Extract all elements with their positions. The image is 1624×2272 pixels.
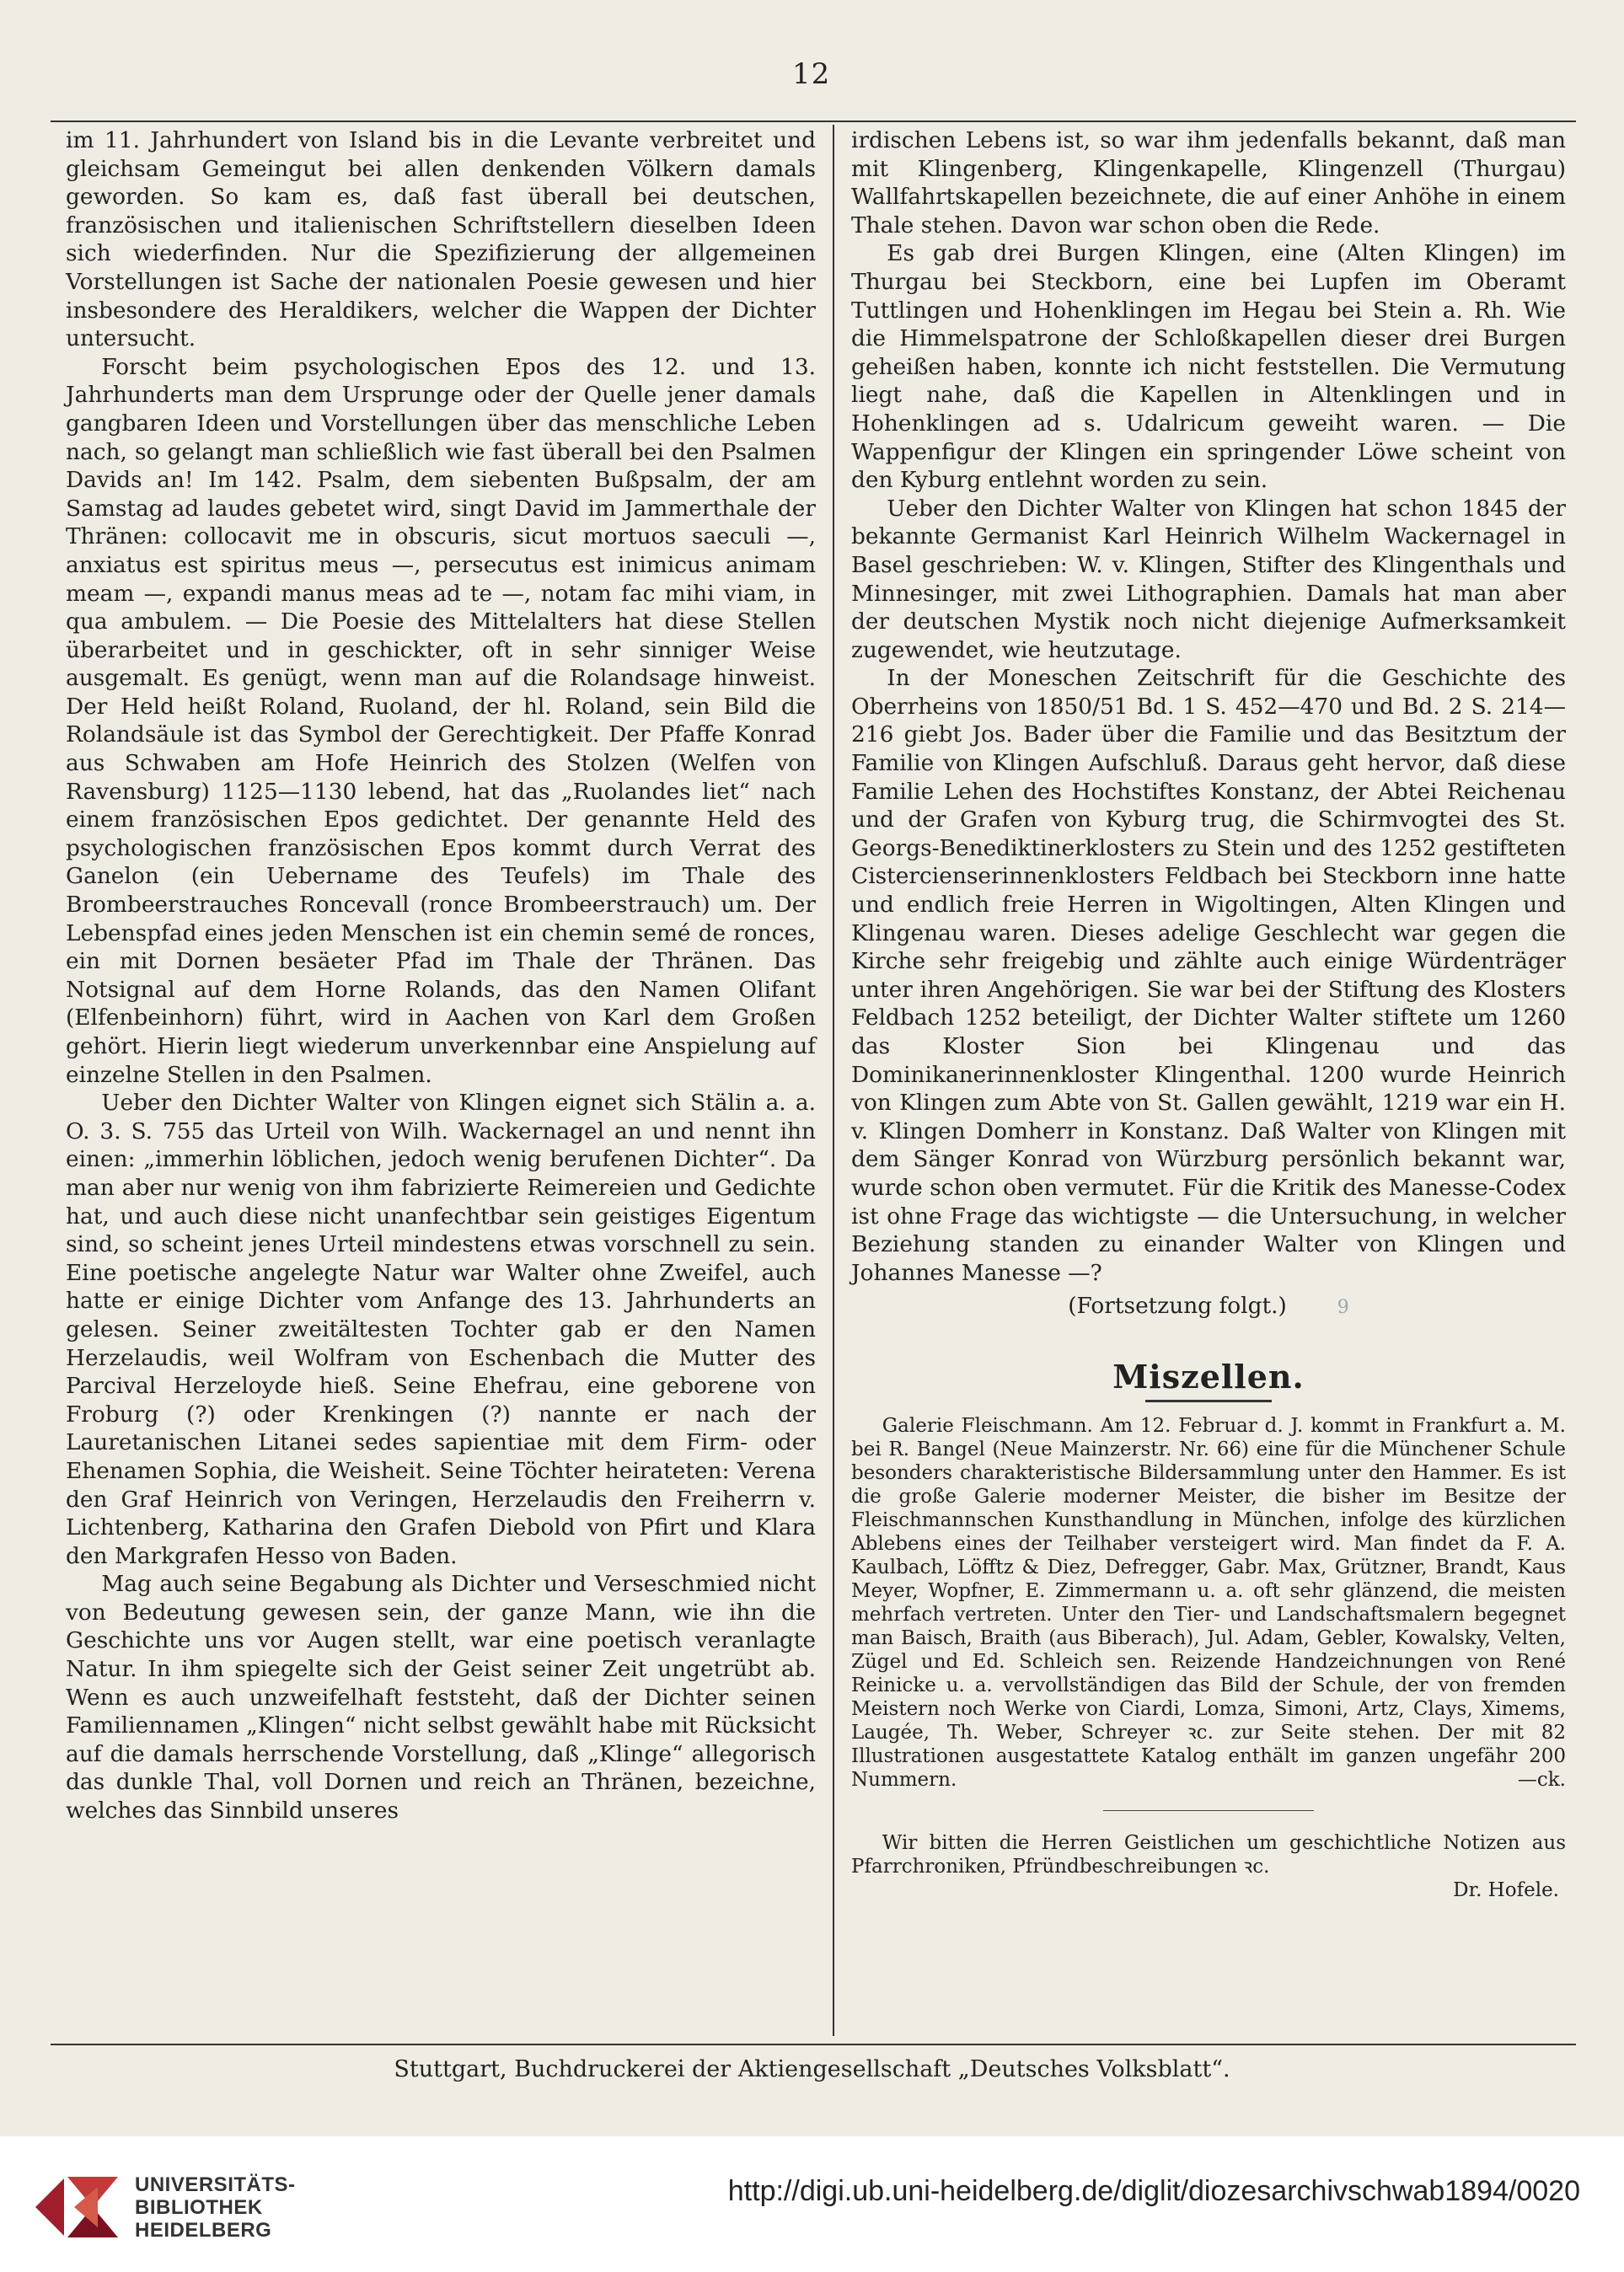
left-paragraph-2: Forscht beim psychologischen Epos des 12. und 13. Jahrhunderts man dem Ursprunge oder der Quelle jener damals gangbaren Ideen und Vorstellungen über das menschliche Leben nach, so gelangt man schließlich wie fast überall bei den Psalmen Davids an! Im 142. Psalm, dem siebenten Bußpsalm, der am Samstag ad laudes gebetet wird, singt David im Jammerthale der Thränen: collocavit me in obscuris, sicut mortuos saeculi —, anxiatus est spiritus meus —, persecutus est inimicus animam meam —, expandi manus meas ad te —, notam fac mihi viam, in qua ambulem. — Die Poesie des Mittelalters hat diese Stellen überarbeitet und in geschickter, oft in sehr sinniger Weise ausgemalt. Es genügt, wenn man auf die Rolandsage hinweist. Der Held heißt Roland, Ruoland, der hl. Roland, sein Bild die Rolandsäule ist das Symbol der Gerechtigkeit. Der Pfaffe Konrad aus Schwaben am Hofe Heinrich des Stolzen (Welfen von Ravensburg) 1125—1130 lebend, hat das „Ruolandes liet“ nach einem französischen Epos gedichtet. Der genannte Held des psychologischen französischen Epos kommt durch Verrat des Ganelon (ein Uebername des Teufels) im Thale des Brombeerstrauches Roncevall (ronce Brombeerstrauch) um. Der Lebenspfad eines jeden Menschen ist ein chemin semé de ronces, ein mit Dornen besäeter Pfad im Thale der Thränen. Das Notsignal auf dem Horne Rolands, das den Namen Olifant (Elfenbeinhorn) führt, wird in Aachen von Karl dem Großen gehört. Hierin liegt wiederum unverkennbar eine Anspielung auf einzelne Stellen in den Psalmen.: [66, 353, 816, 1088]
library-name: [135, 2173, 296, 2242]
request-signature: Dr. Hofele.: [1453, 1879, 1559, 1902]
bottom-rule: [51, 2044, 1576, 2045]
right-column: [851, 126, 1566, 1902]
right-paragraph-2: Es gab drei Burgen Klingen, eine (Alten Klingen) im Thurgau bei Steckborn, eine bei Lupfen im Oberamt Tuttlingen und Hohenklingen im Hegau bei Stein a. Rh. Wie die Himmelspatrone der Schloßkapellen dieser drei Burgen geheißen haben, konnte ich nicht feststellen. Die Vermutung liegt nahe, daß die Kapellen in Altenklingen und in Hohenklingen ad s. Udalricum geweiht waren. — Die Wappenfigur der Klingen ein springender Löwe scheint von den Kyburg entlehnt worden zu sein.: [851, 240, 1566, 494]
right-paragraph-4: In der Moneschen Zeitschrift für die Geschichte des Oberrheins von 1850/51 Bd. 1 S. 452—470 und Bd. 2 S. 214—216 giebt Jos. Bader über die Familie und das Besitztum der Familie von Klingen Aufschluß. Daraus geht hervor, daß diese Familie Lehen des Hochstiftes Konstanz, der Abtei Reichenau und der Grafen von Kyburg trug, die Schirmvogtei des St. Georgs-Benediktinerklosters zu Stein und des 1252 gestifteten Cistercienserinnenklosters Feldbach bei Steckborn inne hatte und endlich freie Herren in Wigoltingen, Alten Klingen und Klingenau waren. Dieses adelige Geschlecht war gegen die Kirche sehr freigebig und zählte auch einige Würdenträger unter ihren Angehörigen. Sie war bei der Stiftung des Klosters Feldbach 1252 beteiligt, der Dichter Walter stiftete um 1260 das Kloster Sion bei Klingenau und das Dominikanerinnenkloster Klingenthal. 1200 wurde Heinrich von Klingen zum Abte von St. Gallen gewählt, 1219 war ein H. v. Klingen Domherr in Konstanz. Daß Walter von Klingen mit dem Sänger Konrad von Würzburg persönlich bekannt war, wurde schon oben vermutet. Für die Kritik des Manesse-Codex ist ohne Frage das wichtigste — die Untersuchung, in welcher Beziehung standen zu einander Walter von Klingen und Johannes Manesse —?: [851, 665, 1566, 1286]
library-name-line2: BIBLIOTHEK: [135, 2196, 263, 2219]
section-divider: [1103, 1810, 1314, 1812]
left-paragraph-1: im 11. Jahrhundert von Island bis in die Levante verbreitet und gleichsam Gemeingut bei allen denkenden Völkern damals geworden. So kam es, daß fast überall bei deutschen, französischen und italienischen Schriftstellern dieselben Ideen sich wiederfinden. Nur die Spezifizierung der allgemeinen Vorstellungen ist Sache der nationalen Poesie gewesen und hier insbesondere des Heraldikers, welcher die Wappen der Dichter untersucht.: [66, 127, 816, 352]
printer-imprint: Stuttgart, Buchdruckerei der Aktiengesellschaft „Deutsches Volksblatt“.: [394, 2056, 1230, 2082]
page-number: 12: [792, 57, 831, 91]
miszellen-heading: Miszellen.: [1112, 1357, 1305, 1396]
column-divider: [833, 125, 834, 2036]
right-paragraph-3: Ueber den Dichter Walter von Klingen hat schon 1845 der bekannte Germanist Karl Heinrich Wilhelm Wackernagel in Basel geschrieben: W. v. Klingen, Stifter des Klingenthals und Minnesinger, mit zwei Lithographien. Damals hat man aber der deutschen Mystik noch nicht diejenige Aufmerksamkeit zugewendet, wie heutzutage.: [851, 495, 1566, 663]
library-name-line1: UNIVERSITÄTS-: [135, 2173, 296, 2196]
library-footer: [0, 2136, 1624, 2272]
continuation-note: [851, 1292, 1566, 1322]
miszellen-text: [851, 1414, 1566, 1792]
request-text: Wir bitten die Herren Geistlichen um geschichtliche Notizen aus Pfarrchroniken, Pfründbeschreibungen ꝛc.: [851, 1832, 1566, 1878]
continuation-text: (Fortsetzung folgt.): [1068, 1293, 1287, 1320]
library-name-line3: HEIDELBERG: [135, 2219, 272, 2242]
left-paragraph-4: Mag auch seine Begabung als Dichter und Verseschmied nicht von Bedeutung gewesen sein, der ganze Mann, wie ihn die Geschichte uns vor Augen stellt, war eine poetisch veranlagte Natur. In ihm spiegelte sich der Geist seiner Zeit ungetrübt ab. Wenn es auch unzweifelhaft feststeht, daß der Dichter seinen Familiennamen „Klingen“ nicht selbst gewählt habe mit Rücksicht auf die damals herrschende Vorstellung, daß „Klinge“ allegorisch das dunkle Thal, voll Dornen und reich an Thränen, bezeichne, welches das Sinnbild unseres: [66, 1571, 816, 1825]
left-column: [66, 126, 816, 1825]
miszellen-signoff: —ck.: [1517, 1768, 1566, 1791]
left-paragraph-3: Ueber den Dichter Walter von Klingen eignet sich Stälin a. a. O. 3. S. 755 das Urteil von Wilh. Wackernagel an und nennt ihn einen: „immerhin löblichen, jedoch wenig berufenen Dichter“. Da man aber nur wenig von ihm fabrizierte Reimereien und Gedichte hat, und auch diese nicht unanfechtbar sein geistiges Eigentum sind, so scheint jenes Urteil mindestens etwas vorschnell zu sein. Eine poetische angelegte Natur war Walter ohne Zweifel, auch hatte er einige Dichter vom Anfange des 13. Jahrhunderts an gelesen. Seiner zweitältesten Tochter gab er den Namen Herzelaudis, weil Wolfram von Eschenbach die Mutter des Parcival Herzeloyde hieß. Seine Ehefrau, eine geborene von Froburg (?) oder Krenkingen (?) nannte er nach der Lauretanischen Litanei sedes sapientiae mit dem Firm- oder Ehenamen Sophia, die Weisheit. Seine Töchter heirateten: Verena den Graf Heinrich von Veringen, Herzelaudis den Freiherrn v. Lichtenberg, Katharina den Grafen Diebold von Pfirt und Klara den Markgrafen Hesso von Baden.: [66, 1090, 816, 1569]
heading-underline: [1145, 1400, 1272, 1402]
source-url-link[interactable]: http://digi.ub.uni-heidelberg.de/diglit/diozesarchivschwab1894/0020: [727, 2175, 1580, 2207]
miszellen-body: Galerie Fleischmann. Am 12. Februar d. J. kommt in Frankfurt a. M. bei R. Bangel (Neue Mainzerstr. Nr. 66) eine für die Münchener Schule besonders charakteristische Bildersammlung unter den Hammer. Es ist die große Galerie moderner Meister, die bisher im Besitze der Fleischmannschen Kunsthandlung in München, infolge des kürzlichen Ablebens eines der Teilhaber versteigert wird. Man findet da F. A. Kaulbach, Löfftz & Diez, Defregger, Gabr. Max, Grützner, Brandt, Kaus Meyer, Wopfner, E. Zimmermann u. a. oft sehr glänzend, die meisten mehrfach vertreten. Unter den Tier- und Landschaftsmalern begegnet man Baisch, Braith (aus Biberach), Jul. Adam, Gebler, Kowalsky, Velten, Zügel und Ed. Schleich sen. Reizende Handzeichnungen von René Reinicke u. a. vervollständigen das Bild der Schule, der von fremden Meistern noch Werke von Ciardi, Lomza, Simoni, Artz, Clays, Ximems, Laugée, Th. Weber, Schreyer ꝛc. zur Seite stehen. Der mit 82 Illustrationen ausgestattete Katalog enthält im ganzen ungefähr 200 Nummern.: [851, 1414, 1566, 1791]
right-paragraph-1: irdischen Lebens ist, so war ihm jedenfalls bekannt, daß man mit Klingenberg, Klingenkapelle, Klingenzell (Thurgau) Wallfahrtskapellen bezeichnete, die auf einer Anhöhe in einem Thale stehen. Davon war schon oben die Rede.: [851, 127, 1566, 238]
stamp-mark: 9: [1337, 1297, 1349, 1319]
university-library-logo-icon: [30, 2170, 125, 2244]
top-rule: [51, 121, 1576, 122]
